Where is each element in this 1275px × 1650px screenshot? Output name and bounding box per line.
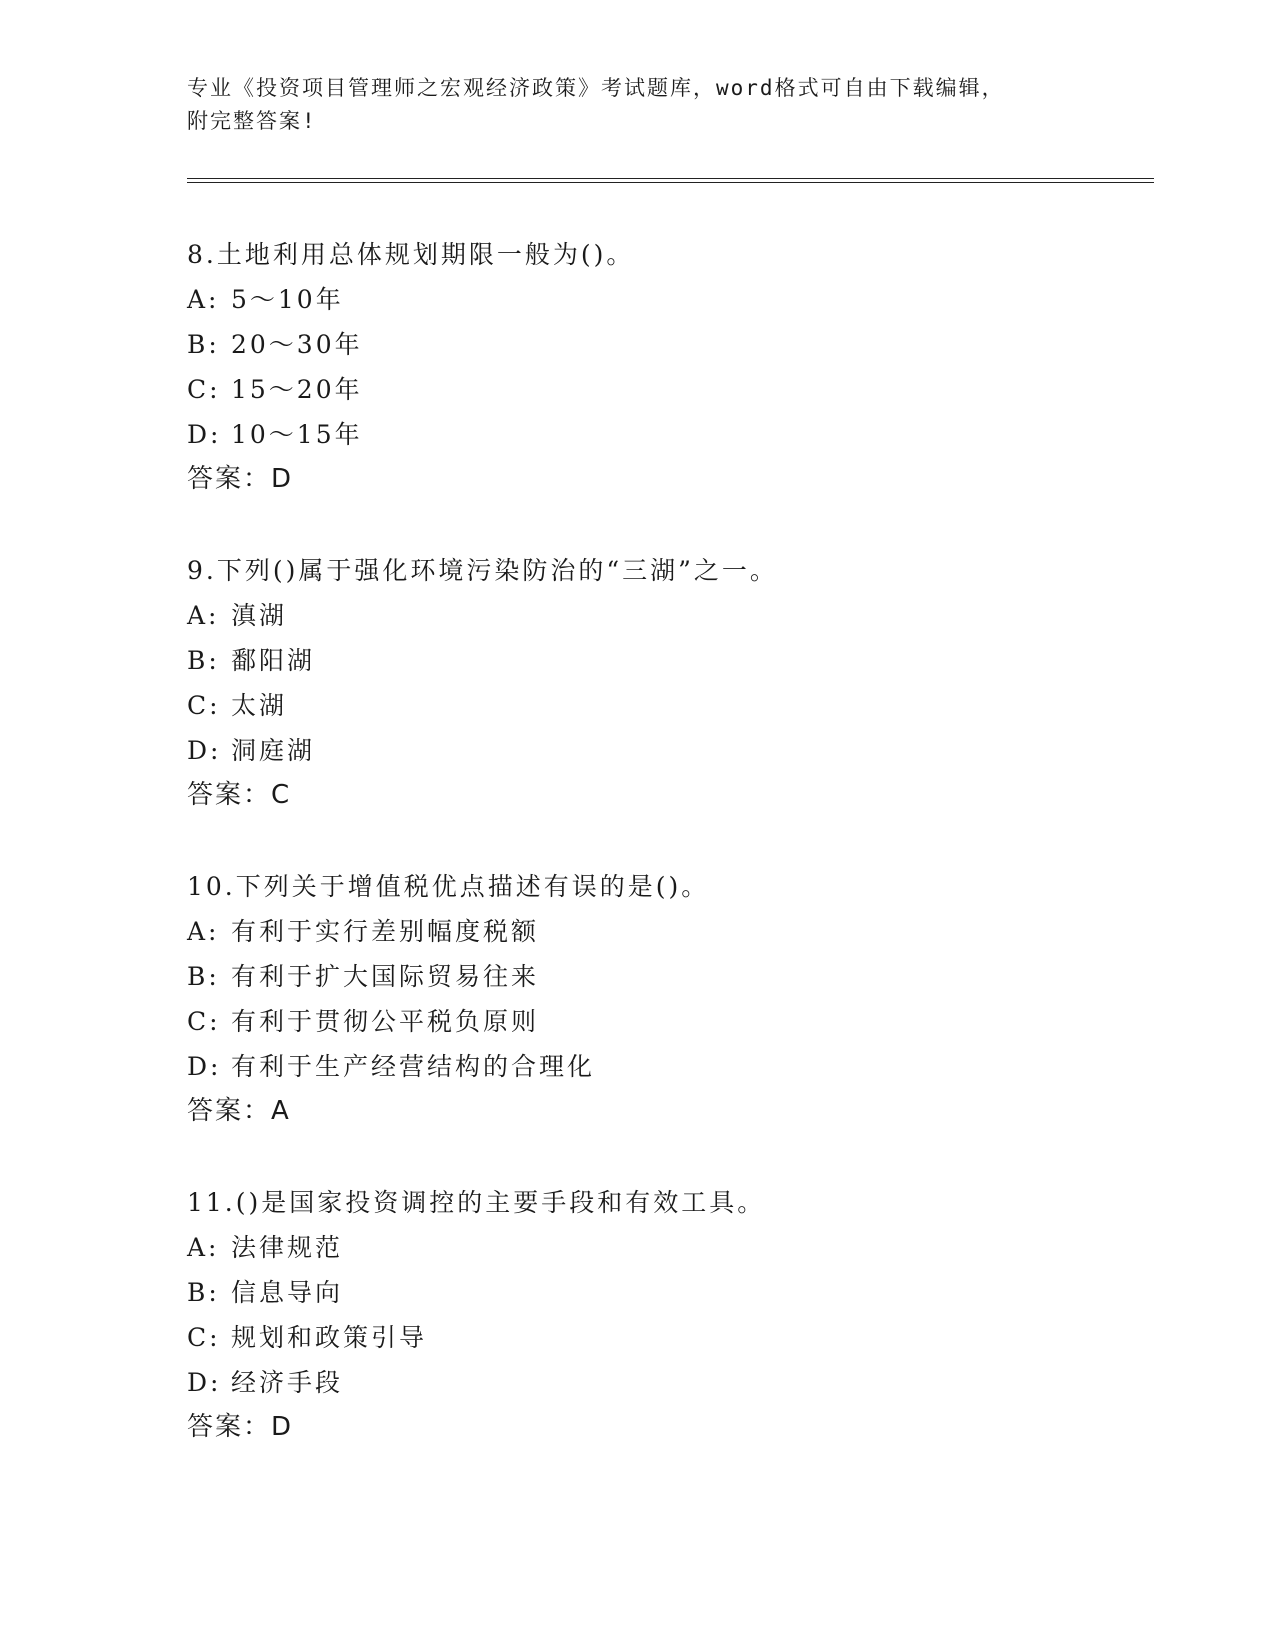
option-b [187,954,1147,999]
option-text: 有利于扩大国际贸易往来 [231,962,540,991]
answer-line: 答案：D [187,464,294,494]
option-a [187,277,1147,322]
option-text: 10～15年 [231,420,363,449]
option-text: 15～20年 [231,375,363,404]
option-label: A: [187,917,220,946]
option-text: 有利于贯彻公平税负原则 [231,1007,540,1036]
question-stem: 11.()是国家投资调控的主要手段和有效工具。 [187,1188,766,1217]
document-header [187,72,1087,138]
question-stem: 10.下列关于增值税优点描述有误的是()。 [187,872,710,901]
question-stem: 9.下列()属于强化环境污染防治的“三湖”之一。 [187,556,778,585]
option-text: 滇湖 [231,601,288,630]
option-label: C: [187,691,221,720]
option-d [187,1044,1147,1089]
option-d [187,412,1147,457]
option-c [187,683,1147,728]
option-text: 经济手段 [231,1368,344,1397]
question-stem: 8.土地利用总体规划期限一般为()。 [187,240,635,269]
option-b [187,322,1147,367]
option-label: C: [187,1007,221,1036]
option-text: 洞庭湖 [231,736,316,765]
question-9 [187,548,1147,818]
option-c [187,999,1147,1044]
option-label: B: [187,646,220,675]
option-label: B: [187,330,220,359]
option-label: A: [187,601,220,630]
header-divider-bottom [187,182,1154,183]
option-b [187,638,1147,683]
option-c [187,1315,1147,1360]
option-label: D: [187,1368,222,1397]
header-divider-top [187,178,1154,179]
option-label: C: [187,1323,221,1352]
option-label: D: [187,1052,222,1081]
option-label: C: [187,375,221,404]
answer-line: 答案：C [187,780,292,810]
option-text: 法律规范 [231,1233,344,1262]
option-text: 信息导向 [231,1278,344,1307]
option-text: 有利于生产经营结构的合理化 [231,1052,596,1081]
option-label: D: [187,736,222,765]
question-10 [187,864,1147,1134]
option-text: 有利于实行差别幅度税额 [231,917,540,946]
option-label: B: [187,962,220,991]
header-line-1: 专业《投资项目管理师之宏观经济政策》考试题库，word格式可自由下载编辑， [187,76,1005,100]
header-line-2: 附完整答案! [187,109,317,133]
answer-line: 答案：D [187,1412,294,1442]
option-label: A: [187,285,220,314]
option-d [187,728,1147,773]
option-a [187,909,1147,954]
option-text: 5～10年 [231,285,344,314]
option-label: A: [187,1233,220,1262]
option-b [187,1270,1147,1315]
option-a [187,593,1147,638]
option-c [187,367,1147,412]
option-label: B: [187,1278,220,1307]
option-label: D: [187,420,222,449]
option-text: 规划和政策引导 [231,1323,428,1352]
question-11 [187,1180,1147,1450]
option-text: 鄱阳湖 [231,646,316,675]
question-8 [187,232,1147,502]
answer-line: 答案：A [187,1096,291,1126]
option-text: 20～30年 [231,330,363,359]
option-text: 太湖 [231,691,288,720]
option-a [187,1225,1147,1270]
option-d [187,1360,1147,1405]
